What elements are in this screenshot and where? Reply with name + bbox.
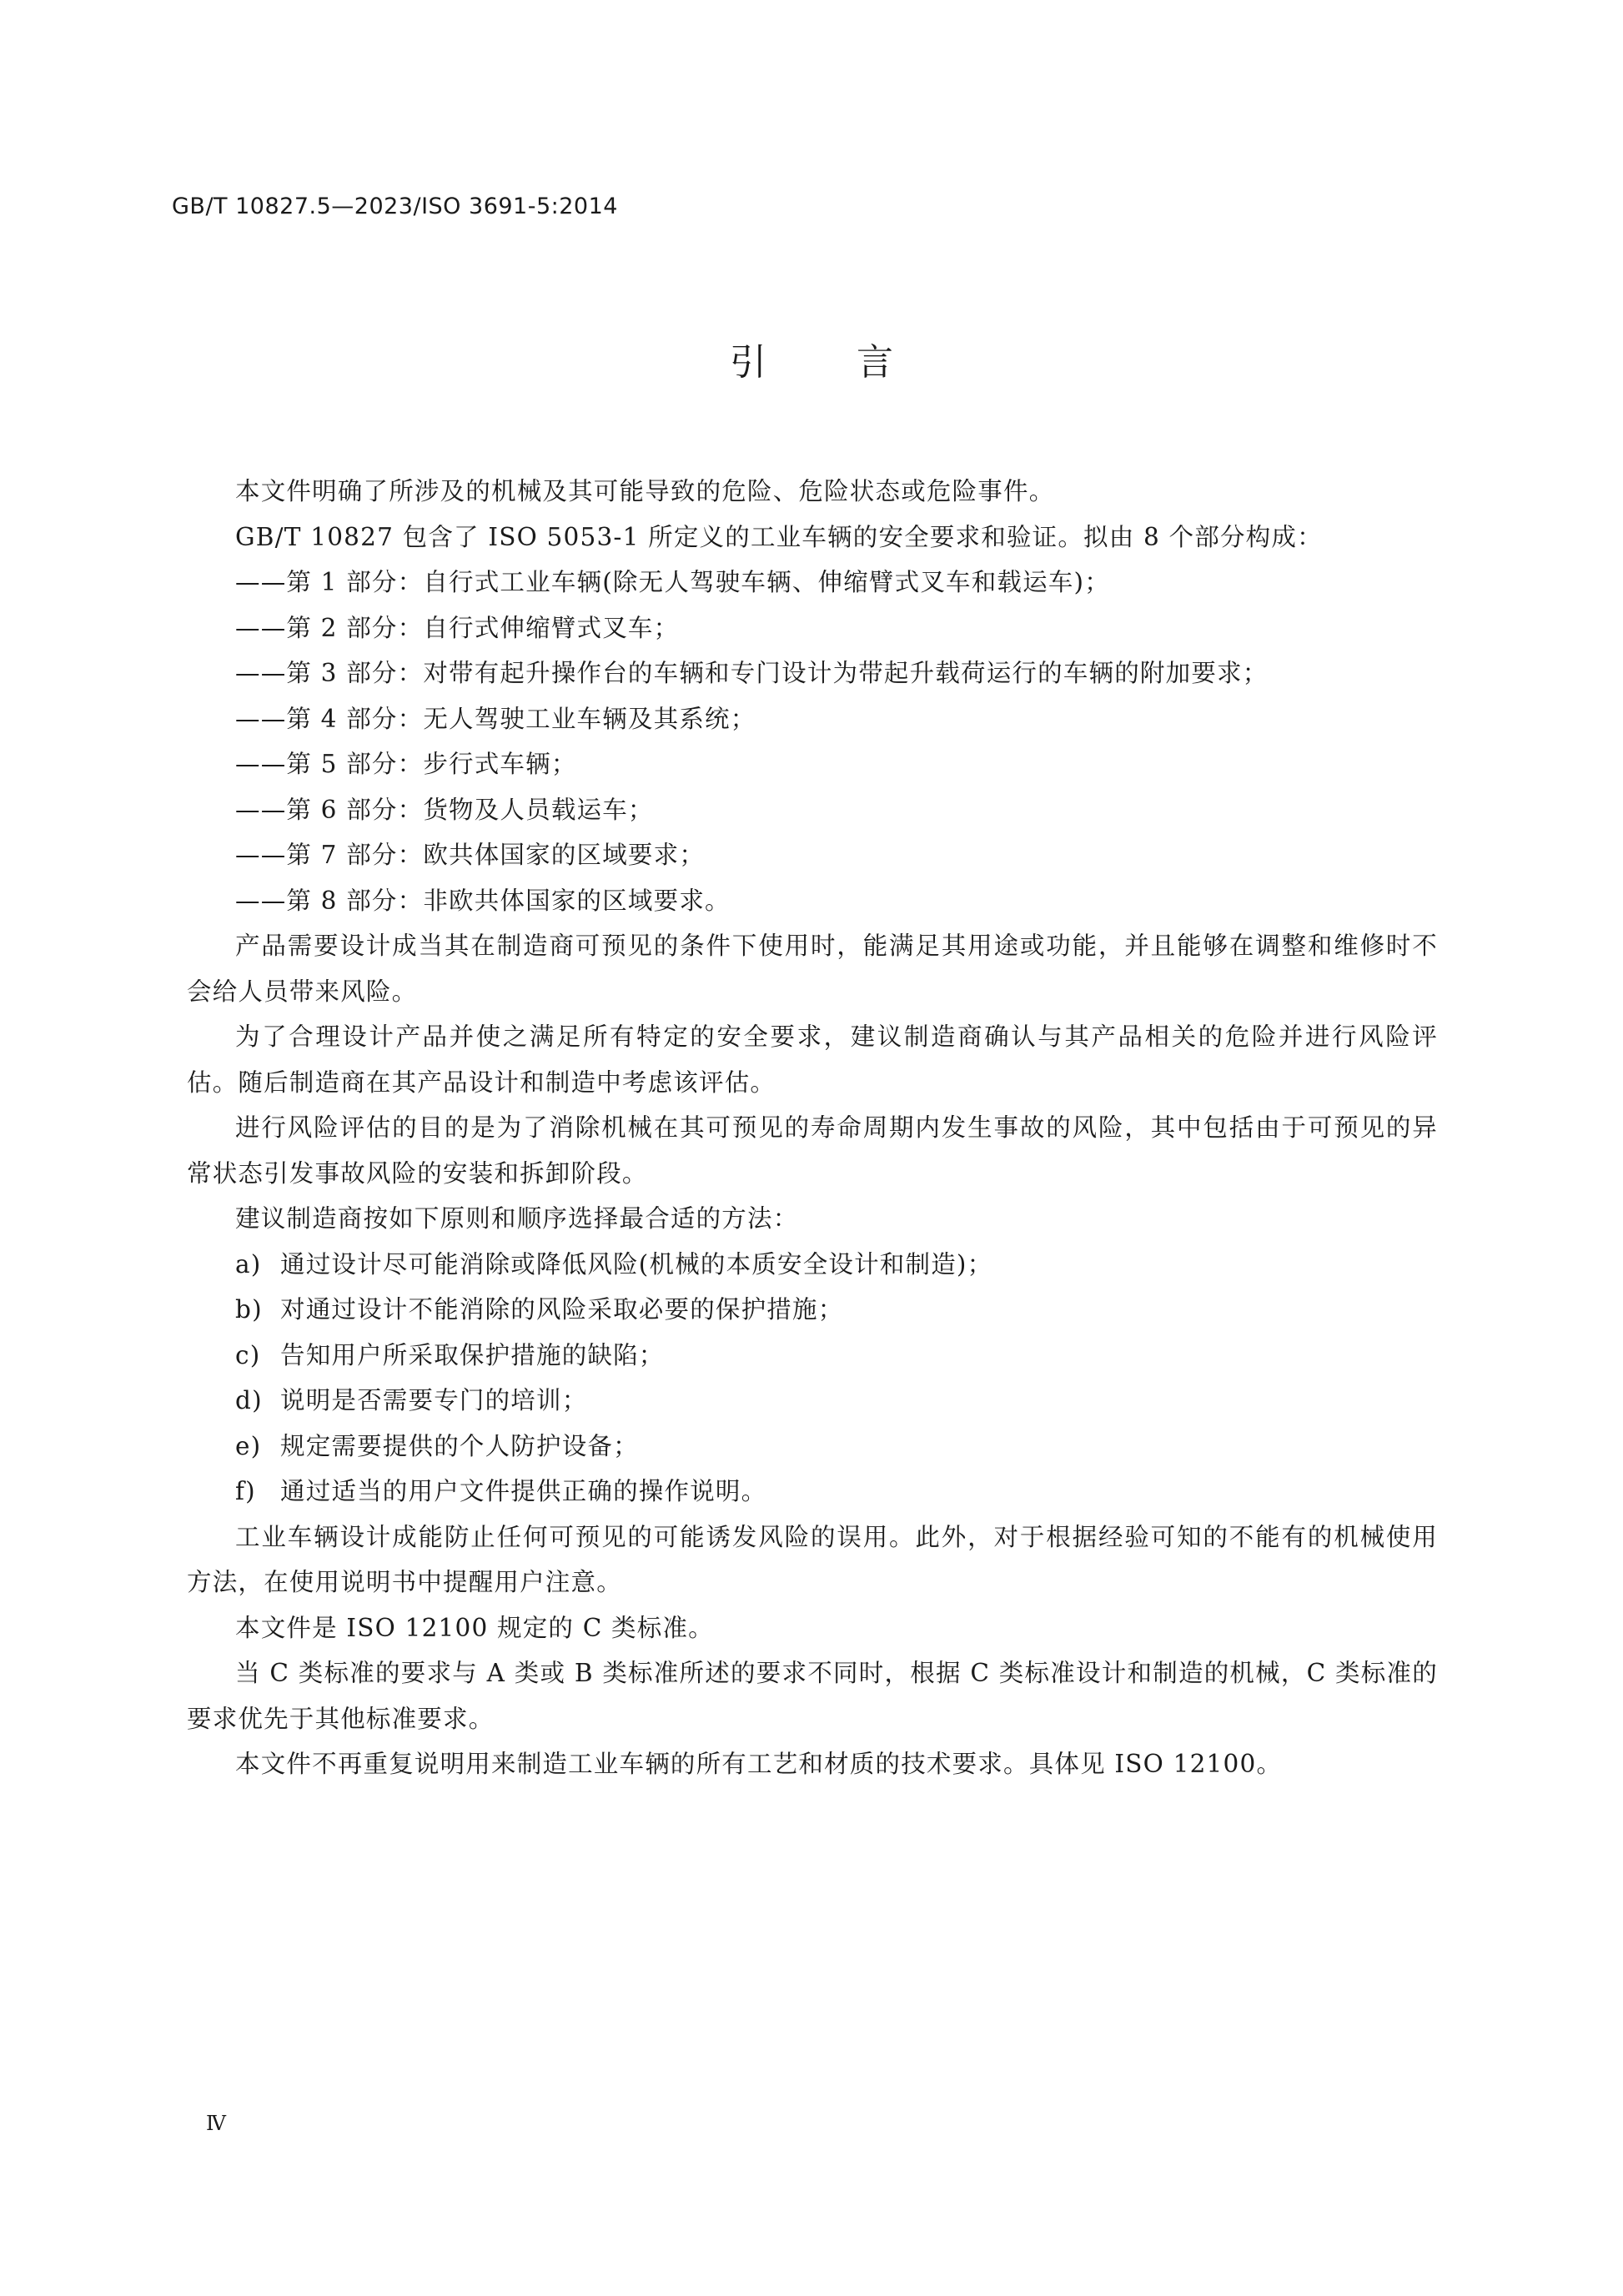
part-list-item: ——第 3 部分：对带有起升操作台的车辆和专门设计为带起升载荷运行的车辆的附加要求； bbox=[235, 659, 1269, 687]
part-list-item: ——第 1 部分：自行式工业车辆(除无人驾驶车辆、伸缩臂式叉车和载运车)； bbox=[235, 568, 1110, 596]
standard-code-header: GB/T 10827.5—2023/ISO 3691-5:2014 bbox=[172, 193, 618, 219]
list-marker: c) bbox=[235, 1340, 261, 1369]
list-marker: a) bbox=[235, 1249, 262, 1279]
list-item-text: 通过适当的用户文件提供正确的操作说明。 bbox=[280, 1477, 767, 1505]
list-item-text: 告知用户所采取保护措施的缺陷； bbox=[280, 1340, 665, 1369]
method-list-item bbox=[187, 1287, 1438, 1333]
method-list-item bbox=[187, 1242, 1438, 1288]
section-title: 引言 bbox=[730, 341, 983, 384]
paragraph: 进行风险评估的目的是为了消除机械在其可预见的寿命周期内发生事故的风险，其中包括由于可预见的异常状态引发事故风险的安装和拆卸阶段。 bbox=[187, 1113, 1438, 1188]
list-item-text: 对通过设计不能消除的风险采取必要的保护措施； bbox=[280, 1295, 844, 1324]
paragraph: 产品需要设计成当其在制造商可预见的条件下使用时，能满足其用途或功能，并且能够在调整和维修时不会给人员带来风险。 bbox=[187, 932, 1438, 1006]
paragraph: 为了合理设计产品并使之满足所有特定的安全要求，建议制造商确认与其产品相关的危险并进行风险评估。随后制造商在其产品设计和制造中考虑该评估。 bbox=[187, 1022, 1438, 1097]
list-marker: d) bbox=[235, 1386, 263, 1414]
paragraph: 本文件不再重复说明用来制造工业车辆的所有工艺和材质的技术要求。具体见 ISO 12100。 bbox=[235, 1750, 1283, 1778]
part-list-item: ——第 6 部分：货物及人员载运车； bbox=[235, 795, 654, 824]
list-item-text: 规定需要提供的个人防护设备； bbox=[280, 1431, 639, 1460]
list-item-text: 说明是否需要专门的培训； bbox=[280, 1386, 588, 1414]
method-list-item bbox=[187, 1469, 1438, 1515]
paragraph: 建议制造商按如下原则和顺序选择最合适的方法： bbox=[235, 1204, 799, 1233]
part-list-item: ——第 7 部分：欧共体国家的区域要求； bbox=[235, 841, 706, 869]
method-list-item bbox=[187, 1424, 1438, 1470]
page-number: Ⅳ bbox=[206, 2112, 226, 2135]
part-list-item: ——第 4 部分：无人驾驶工业车辆及其系统； bbox=[235, 704, 756, 733]
paragraph: GB/T 10827 包含了 ISO 5053-1 所定义的工业车辆的安全要求和验证。拟由 8 个部分构成： bbox=[235, 522, 1323, 551]
part-list-item: ——第 5 部分：步行式车辆； bbox=[235, 750, 577, 778]
paragraph: 本文件明确了所涉及的机械及其可能导致的危险、危险状态或危险事件。 bbox=[235, 477, 1055, 505]
part-list-item: ——第 8 部分：非欧共体国家的区域要求。 bbox=[235, 886, 731, 915]
method-list-item bbox=[187, 1333, 1438, 1379]
list-marker: e) bbox=[235, 1431, 262, 1460]
list-marker: f) bbox=[235, 1477, 256, 1505]
paragraph: 当 C 类标准的要求与 A 类或 B 类标准所述的要求不同时，根据 C 类标准设计和制造的机械，C 类标准的要求优先于其他标准要求。 bbox=[187, 1659, 1438, 1733]
list-item-text: 通过设计尽可能消除或降低风险(机械的本质安全设计和制造)； bbox=[280, 1249, 993, 1279]
method-list-item bbox=[187, 1378, 1438, 1424]
document-body bbox=[187, 469, 1438, 1787]
list-marker: b) bbox=[235, 1295, 263, 1324]
paragraph: 工业车辆设计成能防止任何可预见的可能诱发风险的误用。此外，对于根据经验可知的不能有的机械使用方法，在使用说明书中提醒用户注意。 bbox=[187, 1522, 1438, 1596]
part-list-item: ——第 2 部分：自行式伸缩臂式叉车； bbox=[235, 613, 680, 642]
paragraph: 本文件是 ISO 12100 规定的 C 类标准。 bbox=[235, 1613, 714, 1642]
